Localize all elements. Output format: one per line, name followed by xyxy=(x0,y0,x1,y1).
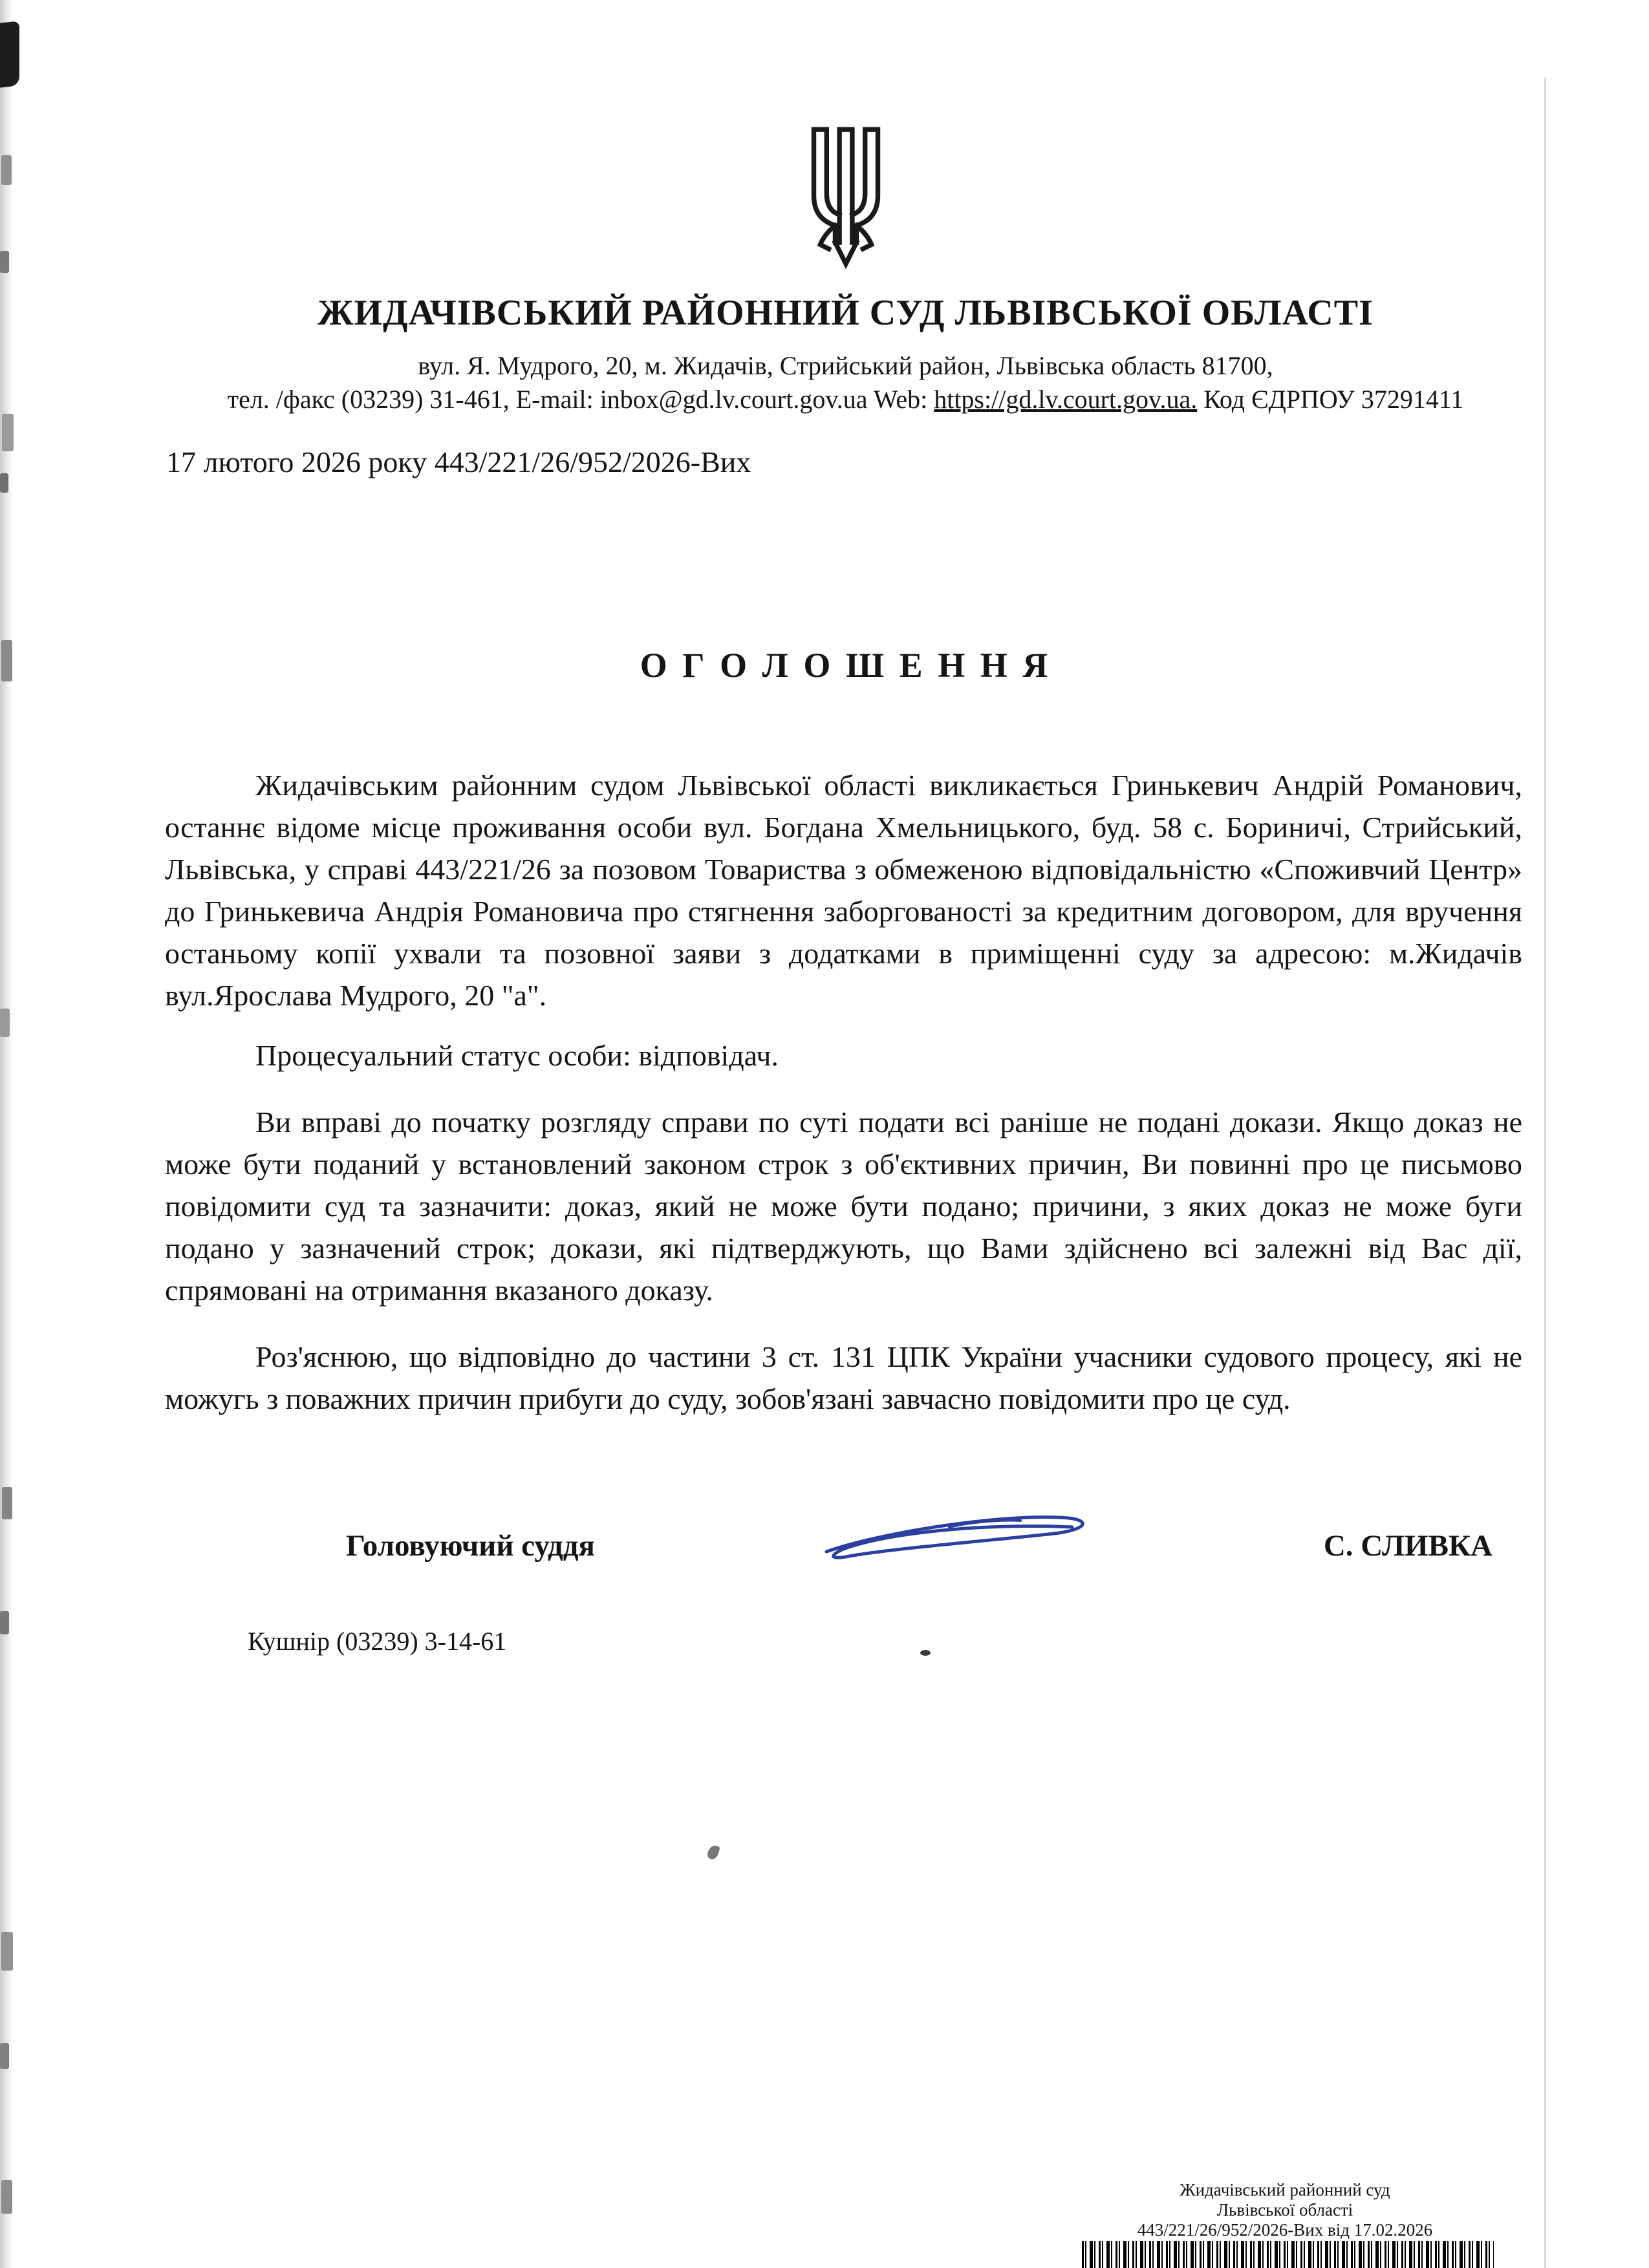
ukraine-trident-emblem-icon xyxy=(792,123,899,286)
stamp-court-name: Жидачівський районний суд xyxy=(1180,2180,1390,2199)
scan-smudge xyxy=(2,1487,12,1519)
scan-smudge xyxy=(1,2180,12,2214)
court-address: вул. Я. Мудрого, 20, м. Жидачів, Стрийський район, Львівська область 81700, xyxy=(418,351,1273,380)
scan-smudge xyxy=(0,473,8,493)
scan-fold-line xyxy=(1544,78,1546,2268)
date-reference-line: 17 лютого 2026 року 443/221/26/952/2026-Вих xyxy=(166,445,751,478)
signature-row xyxy=(165,1519,1526,1616)
scan-smudge xyxy=(2,414,14,451)
scan-smudge xyxy=(1,640,12,681)
scan-smudge xyxy=(0,1611,9,1634)
stamp-region: Львівської області xyxy=(1216,2200,1353,2220)
registration-stamp xyxy=(1091,2180,1479,2240)
scan-speck-artifact xyxy=(706,1844,720,1861)
paragraph-summons: Жидачівським районним судом Львівської області викликається Гринькевич Андрій Романович, останнє відоме місце проживання особи вул. Богдана Хмельницького, буд. 58 с. Бориничі, Стрийський, Львівська, у справі 443/221/26 за позовом Товариства з обмеженою відповідальністю «Споживчий Центр» до Гринькевича Андрія Романовича про стягнення заборгованості за кредитним договором, для вручення останьому копії ухвали та позовної заяви з додатками в приміщенні суду за адресою: м.Жидачів вул.Ярослава Мудрого, 20 "а". xyxy=(165,769,1522,1012)
judge-signature-ink xyxy=(815,1501,1099,1576)
judge-name: С. СЛИВКА xyxy=(1323,1529,1493,1563)
scan-corner-mark xyxy=(0,21,19,87)
clerk-contact-line: Кушнір (03239) 3-14-61 xyxy=(248,1627,507,1656)
scan-smudge xyxy=(0,1009,10,1037)
document-content xyxy=(165,0,1526,2268)
letterhead xyxy=(165,292,1526,416)
ink-dot-artifact xyxy=(920,1650,931,1656)
scan-smudge xyxy=(1,155,12,185)
registration-barcode xyxy=(1082,2241,1494,2268)
contact-prefix: тел. /факс (03239) 31-461, E-mail: inbox@gd.lv.court.gov.ua Web: xyxy=(227,385,934,414)
scan-smudge xyxy=(0,251,9,273)
paragraph-status: Процесуальний статус особи: відповідач. xyxy=(255,1039,779,1072)
paragraph-evidence-rights: Ви вправі до початку розгляду справи по суті подати всі раніше не подані докази. Якщо доказ не може бути поданий у встановлений законом строк з об'єктивних причин, Ви повинні про це письмово повідомити суд та зазначити: доказ, який не може бути подано; причини, з яких доказ не може буги подано у зазначений строк; докази, які підтверджують, що Вами здійснено всі залежні від Вас дії, спрямовані на отримання вказаного доказу. xyxy=(165,1106,1522,1307)
stamp-reference-number: 443/221/26/952/2026-Вих від 17.02.2026 xyxy=(1137,2220,1433,2240)
court-website-url: https://gd.lv.court.gov.ua. xyxy=(934,385,1198,414)
court-contacts xyxy=(165,383,1526,416)
document-body xyxy=(165,764,1522,1420)
scan-smudge xyxy=(1,1932,13,1971)
document-heading: О Г О Л О Ш Е Н Н Я xyxy=(640,646,1051,685)
paragraph-explanation: Роз'яснюю, що відповідно до частини 3 ст. 131 ЦПК України учасники судового процесу, які не можугь з поважних причин прибуги до суду, зобов'язані завчасно повідомити про це суд. xyxy=(165,1340,1522,1415)
scan-smudge xyxy=(0,2043,9,2069)
court-name: ЖИДАЧІВСЬКИЙ РАЙОННИЙ СУД ЛЬВІВСЬКОЇ ОБЛАСТІ xyxy=(318,293,1374,333)
contact-suffix: Код ЄДРПОУ 37291411 xyxy=(1197,385,1464,414)
scan-edge-artifact xyxy=(0,0,13,2268)
judge-title: Головуючий суддя xyxy=(346,1529,595,1563)
